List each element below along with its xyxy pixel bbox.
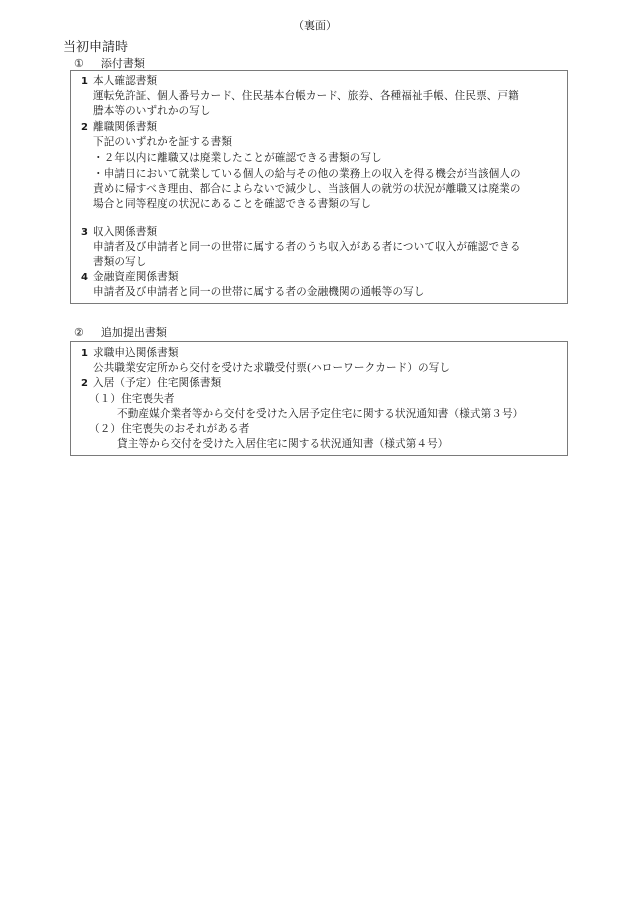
item-1-title-row [81, 74, 157, 89]
item-number: 1 [81, 76, 89, 87]
add-item-2-sub-2-text: 貸主等から交付を受けた入居住宅に関する状況通知書（様式第４号） [117, 438, 449, 450]
add-item-2-sub-1-text: 不動産媒介業者等から交付を受けた入居予定住宅に関する状況通知書（様式第３号） [117, 408, 524, 420]
additional-documents-box [70, 341, 568, 456]
item-2-line-4: 責めに帰すべき理由、都合によらないで減少し、当該個人の就労の状況が離職又は廃業の [93, 183, 521, 195]
item-number: 2 [81, 378, 89, 389]
item-1-line-1: 運転免許証、個人番号カード、住民基本台帳カード、旅券、各種福祉手帳、住民票、戸籍 [93, 90, 519, 102]
part1-marker: ① [74, 57, 84, 70]
attached-documents-box [70, 70, 568, 304]
add-item-1-title-row [81, 346, 179, 361]
item-2-line-1: 下記のいずれかを証する書類 [93, 136, 233, 148]
item-1-line-2: 謄本等のいずれかの写し [93, 105, 211, 117]
part2-marker: ② [74, 326, 84, 339]
item-number: 4 [81, 272, 89, 283]
part2-heading-text: 追加提出書類 [100, 326, 167, 339]
page-side-label: （裏面） [293, 19, 337, 32]
add-item-1-line-1: 公共職業安定所から交付を受けた求職受付票(ハローワークカード）の写し [93, 362, 451, 374]
item-4-title-row [81, 270, 179, 285]
item-title: 離職関係書類 [93, 121, 158, 133]
item-title: 入居（予定）住宅関係書類 [93, 377, 222, 389]
add-item-2-sub-1-label: （１）住宅喪失者 [89, 393, 175, 405]
item-2-line-5: 場合と同等程度の状況にあることを確認できる書類の写し [93, 198, 372, 210]
section-title: 当初申請時 [63, 40, 129, 55]
item-number: 1 [81, 348, 89, 359]
item-3-line-2: 書類の写し [93, 256, 147, 268]
item-2-line-2: ・２年以内に離職又は廃業したことが確認できる書類の写し [93, 152, 382, 164]
item-title: 求職申込関係書類 [93, 347, 179, 359]
part1-heading [74, 55, 145, 71]
item-number: 2 [81, 122, 89, 133]
item-title: 収入関係書類 [93, 226, 158, 238]
item-number: 3 [81, 227, 89, 238]
item-title: 金融資産関係書類 [93, 271, 179, 283]
item-3-line-1: 申請者及び申請者と同一の世帯に属する者のうち収入がある者について収入が確認できる [93, 241, 521, 253]
item-2-title-row [81, 120, 157, 135]
part2-heading [74, 324, 167, 340]
item-4-line-1: 申請者及び申請者と同一の世帯に属する者の金融機関の通帳等の写し [93, 286, 425, 298]
add-item-2-sub-2-label: （２）住宅喪失のおそれがある者 [89, 423, 250, 435]
item-2-line-3: ・申請日において就業している個人の給与その他の業務上の収入を得る機会が当該個人の [93, 168, 521, 180]
add-item-2-title-row [81, 376, 221, 391]
item-title: 本人確認書類 [93, 75, 158, 87]
part1-heading-text: 添付書類 [100, 57, 145, 70]
item-3-title-row [81, 225, 157, 240]
